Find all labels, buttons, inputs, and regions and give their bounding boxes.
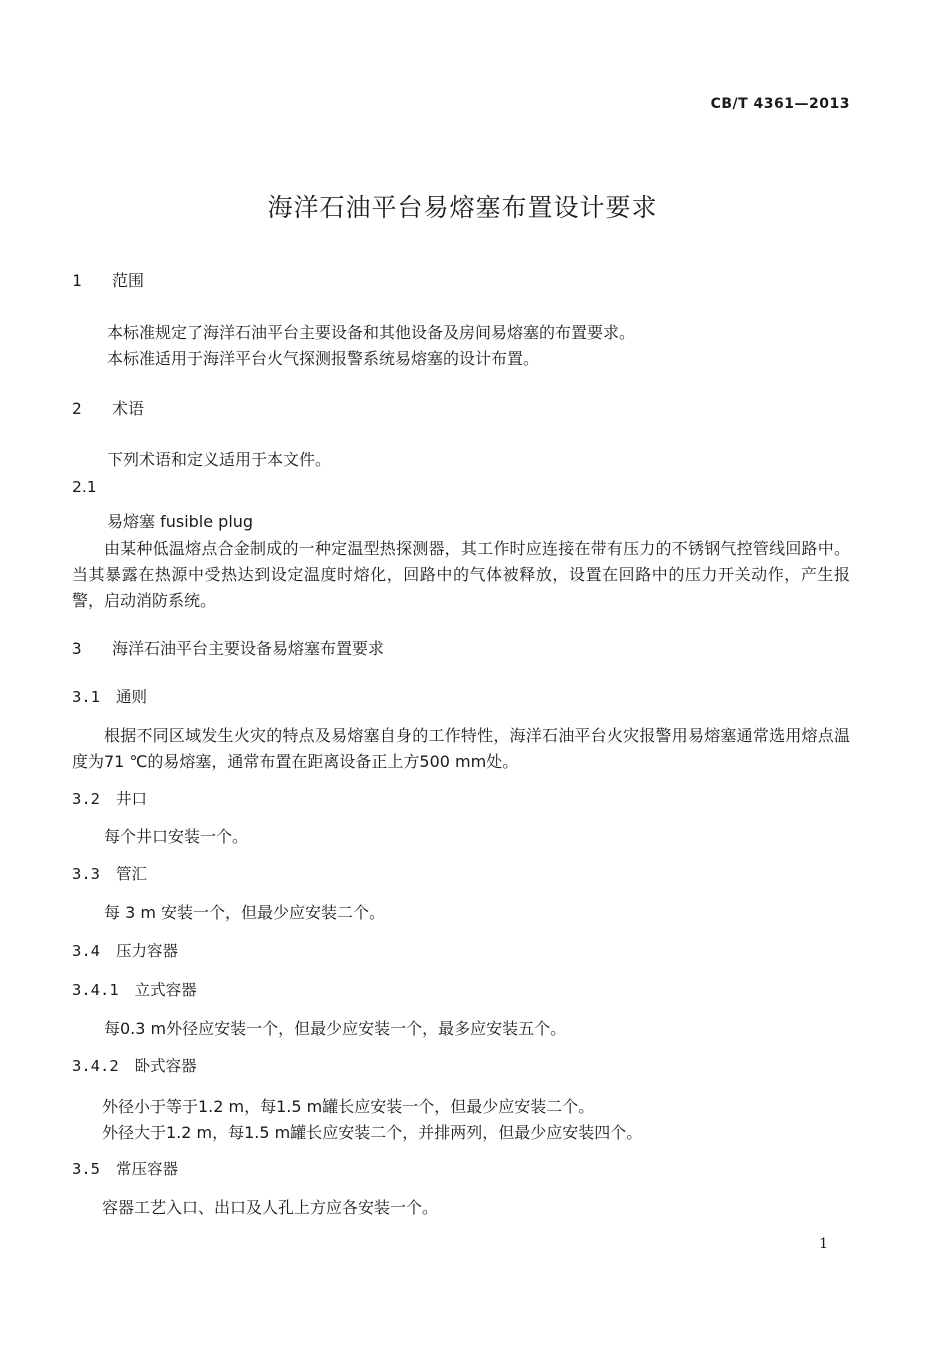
section-number: 3.3 xyxy=(72,865,100,883)
section-title: 范围 xyxy=(112,271,145,290)
section-title: 卧式容器 xyxy=(134,1057,197,1075)
section-number: 3.4.2 xyxy=(72,1057,119,1075)
term-fusible-plug: 易熔塞 fusible plug xyxy=(107,512,254,531)
section-3-3-heading xyxy=(72,862,147,884)
section-title: 术语 xyxy=(112,399,145,418)
standard-code: CB/T 4361—2013 xyxy=(710,96,850,112)
section-number: 3 xyxy=(72,639,82,658)
term-definition: 由某种低温熔点合金制成的一种定温型热探测器，其工作时应连接在带有压力的不锈钢气控管线回路中。当其暴露在热源中受热达到设定温度时熔化，回路中的气体被释放，设置在回路中的压力开关动作，产生报警，启动消防系统。 xyxy=(72,539,850,610)
section-3-heading xyxy=(72,636,384,659)
section-number: 3.4 xyxy=(72,942,100,960)
section-title: 立式容器 xyxy=(134,981,197,999)
section-3-4-2-heading xyxy=(72,1054,197,1076)
section-title: 通则 xyxy=(116,688,148,706)
section-number: 1 xyxy=(72,271,82,290)
section-3-4-2-line-2: 外径大于1.2 m，每1.5 m罐长应安装二个，并排两列，但最少应安装四个。 xyxy=(102,1123,643,1142)
section-3-4-2-line-1: 外径小于等于1.2 m，每1.5 m罐长应安装一个，但最少应安装二个。 xyxy=(102,1097,595,1116)
section-3-2-text: 每个井口安装一个。 xyxy=(104,827,249,846)
section-3-1-heading xyxy=(72,685,147,707)
section-3-2-heading xyxy=(72,787,147,809)
section-number: 3.1 xyxy=(72,688,100,706)
section-3-4-1-heading xyxy=(72,978,197,1000)
section-number: 3.2 xyxy=(72,790,100,808)
page-number: 1 xyxy=(819,1236,828,1252)
section-3-3-text: 每 3 m 安装一个，但最少应安装二个。 xyxy=(104,903,386,922)
section-title: 压力容器 xyxy=(116,942,179,960)
section-title: 井口 xyxy=(116,790,148,808)
section-2-heading xyxy=(72,396,144,419)
section-3-4-1-text: 每0.3 m外径应安装一个，但最少应安装一个，最多应安装五个。 xyxy=(104,1019,567,1038)
section-3-4-heading xyxy=(72,939,178,961)
section-3-5-text: 容器工艺入口、出口及人孔上方应各安装一个。 xyxy=(102,1198,439,1217)
section-1-heading xyxy=(72,268,144,291)
section-title: 海洋石油平台主要设备易熔塞布置要求 xyxy=(112,639,385,658)
section-number: 3.4.1 xyxy=(72,981,119,999)
section-2-intro: 下列术语和定义适用于本文件。 xyxy=(107,450,332,469)
section-3-1-text: 根据不同区域发生火灾的特点及易熔塞自身的工作特性，海洋石油平台火灾报警用易熔塞通常选用熔点温度为71 ℃的易熔塞，通常布置在距离设备正上方500 mm处。 xyxy=(72,726,850,771)
section-number: 2 xyxy=(72,399,82,418)
section-2-1-number: 2.1 xyxy=(72,478,97,496)
section-1-line-1: 本标准规定了海洋石油平台主要设备和其他设备及房间易熔塞的布置要求。 xyxy=(107,323,636,342)
section-3-5-heading xyxy=(72,1157,178,1179)
document-title: 海洋石油平台易熔塞布置设计要求 xyxy=(267,193,658,222)
section-1-line-2: 本标准适用于海洋平台火气探测报警系统易熔塞的设计布置。 xyxy=(107,349,540,368)
section-title: 常压容器 xyxy=(116,1160,179,1178)
section-title: 管汇 xyxy=(116,865,148,883)
section-number: 3.5 xyxy=(72,1160,100,1178)
